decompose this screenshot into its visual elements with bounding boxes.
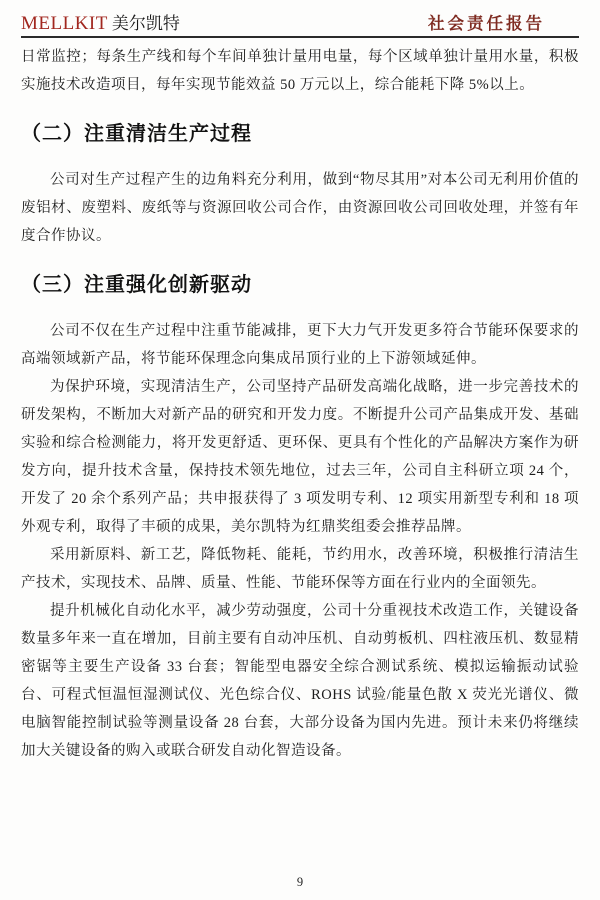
body-paragraph: 为保护环境，实现清洁生产，公司坚持产品研发高端化战略，进一步完善技术的研发架构，不断加大对新产品的研究和开发力度。不断提升公司产品集成开发、基础实验和综合检测能力，将开发更舒适、更环保、更具有个性化的产品解决方案作为研发方向，提升技术含量，保持技术领先地位，过去三年，公司自主科研立项 24 个，开发了 20 余个系列产品；共申报获得了 3 项发明专利、12 项实用新型专利和 18 项外观专利，取得了丰硕的成果，美尔凯特为红鼎奖组委会推荐品牌。 bbox=[21, 379, 579, 535]
section-heading: （三）注重强化创新驱动 bbox=[21, 274, 252, 296]
page-number: 9 bbox=[296, 875, 304, 889]
body-paragraph: 提升机械化自动化水平，减少劳动强度，公司十分重视技术改造工作，关键设备数量多年来一直在增加，目前主要有自动冲压机、自动剪板机、四柱液压机、数显精密锯等主要生产设备 33 台套；智能型电器安全综合测试系统、模拟运输振动试验台、可程式恒温恒湿测试仪、光色综合仪、ROHS 试验/能量色散 X 荧光光谱仪、微电脑智能控制试验等测量设备 28 台套，大部分设备为国内先进。预计未来仍将继续加大关键设备的购入或联合研发自动化智造设备。 bbox=[21, 603, 579, 759]
brand-logo bbox=[21, 13, 180, 35]
body-paragraph: 日常监控；每条生产线和每个车间单独计量用电量，每个区域单独计量用水量，积极实施技术改造项目，每年实现节能效益 50 万元以上，综合能耗下降 5%以上。 bbox=[21, 49, 579, 93]
body-paragraph: 采用新原料、新工艺，降低物耗、能耗，节约用水，改善环境，积极推行清洁生产技术，实现技术、品牌、质量、性能、节能环保等方面在行业内的全面领先。 bbox=[21, 547, 579, 591]
brand-latin-text: MELLKIT bbox=[21, 13, 108, 34]
brand-chinese-text: 美尔凯特 bbox=[111, 14, 180, 33]
section-heading: （二）注重清洁生产过程 bbox=[21, 123, 252, 145]
page-header bbox=[21, 0, 579, 38]
body-paragraph: 公司对生产过程产生的边角料充分利用，做到“物尽其用”对本公司无利用价值的废铝材、废塑料、废纸等与资源回收公司合作，由资源回收公司回收处理，并签有年度合作协议。 bbox=[21, 172, 579, 244]
report-title: 社会责任报告 bbox=[428, 14, 545, 33]
document-body bbox=[21, 43, 579, 765]
body-paragraph: 公司不仅在生产过程中注重节能减排，更下大力气开发更多符合节能环保要求的高端领域新产品，将节能环保理念向集成吊顶行业的上下游领域延伸。 bbox=[21, 323, 579, 367]
